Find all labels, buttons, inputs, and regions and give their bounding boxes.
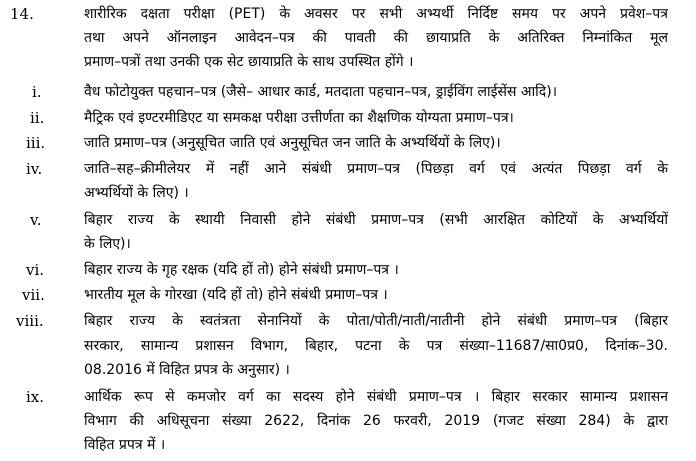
list-item-text: बिहार राज्य के गृह रक्षक (यदि हों तो) होने संबंधी प्रमाण–पत्र । [84,262,399,278]
list-item-text: जाति–सह–क्रीमीलेयर में नहीं आने संबंधी प्रमाण–पत्र (पिछड़ा वर्ग एवं अत्यंत पिछड़ा वर्ग के [84,161,668,177]
list-item-iv-continued [0,181,696,205]
list-item-text: बिहार राज्य के स्वतंत्रता सेनानियों के पोता/पोती/नाती/नातीनी होने संबंधी प्रमाण–पत्र (बिहार [84,313,668,329]
list-marker: vii. [22,286,45,304]
list-marker: ii. [30,109,45,127]
list-marker: viii. [16,312,44,330]
list-item-text: वैध फोटोयुक्त पहचान–पत्र (जैसे– आधार कार्ड, मतदाता पहचान–पत्र, ड्राईविंग लाईसेंस आदि)। [84,84,558,100]
list-item-iv [0,157,696,181]
intro-text: तथा अपने ऑनलाइन आवेदन–पत्र की पावती की छायाप्रति के अतिरिक्त निम्नांकित मूल [84,30,668,46]
list-item-text: के लिए)। [84,236,131,252]
list-item-viii-continued [0,358,696,382]
list-item-v [0,208,696,232]
list-item-text: भारतीय मूल के गोरखा (यदि हों तो) होने संबंधी प्रमाण–पत्र । [84,287,388,303]
list-marker: iv. [26,160,43,178]
list-item-ix [0,385,696,409]
list-item-text: आर्थिक रूप से कमजोर वर्ग का सदस्य होने संबंधी प्रमाण–पत्र । बिहार सरकार सामान्य प्रशासन [84,389,668,405]
intro-line [0,26,696,50]
intro-line [0,2,696,26]
list-item-ix-continued [0,409,696,433]
list-item-vii [0,283,696,307]
list-item-text: 08.2016 में विहित प्रपत्र के अनुसार) । [84,362,290,378]
list-item-text: अभ्यर्थियों के लिए) । [84,185,189,201]
list-marker: i. [32,83,42,101]
list-item-iii [0,131,696,155]
list-item-v-continued [0,232,696,256]
list-marker: iii. [26,134,46,152]
list-item-ix-continued [0,433,696,457]
list-item-text: मैट्रिक एवं इण्टरमीडिएट या समकक्ष परीक्षा उत्तीर्णता का शैक्षणिक योग्यता प्रमाण–पत्र। [84,110,514,126]
list-item-text: विहित प्रपत्र में । [84,437,166,453]
list-marker: v. [30,211,42,229]
intro-line [0,50,696,74]
intro-text: प्रमाण–पत्रों तथा उनकी एक सेट छायाप्रति के साथ उपस्थित होंगे । [84,54,414,70]
list-item-i [0,80,696,104]
list-marker: ix. [26,388,45,406]
list-item-viii-continued [0,334,696,358]
list-item-text: जाति प्रमाण–पत्र (अनुसूचित जाति एवं अनुसूचित जन जाति के अभ्यर्थियों के लिए)। [84,135,501,151]
item-number: 14. [10,5,34,23]
list-marker: vi. [26,261,45,279]
list-item-vi [0,258,696,282]
list-item-text: विभाग की अधिसूचना संख्या 2622, दिनांक 26 फरवरी, 2019 (गजट संख्या 284) के द्वारा [84,413,668,429]
list-item-ii [0,106,696,130]
list-item-text: सरकार, सामान्य प्रशासन विभाग, बिहार, पटना के पत्र संख्या–11687/सा0प्र0, दिनांक–30. [84,338,668,354]
list-item-viii [0,309,696,333]
list-item-text: बिहार राज्य के स्थायी निवासी होने संबंधी प्रमाण–पत्र (सभी आरक्षित कोटियों के अभ्यर्थियों [84,212,668,228]
intro-text: शारीरिक दक्षता परीक्षा (PET) के अवसर पर सभी अभ्यर्थी निर्दिष्ट समय पर अपने प्रवेश–पत्र [84,6,668,22]
